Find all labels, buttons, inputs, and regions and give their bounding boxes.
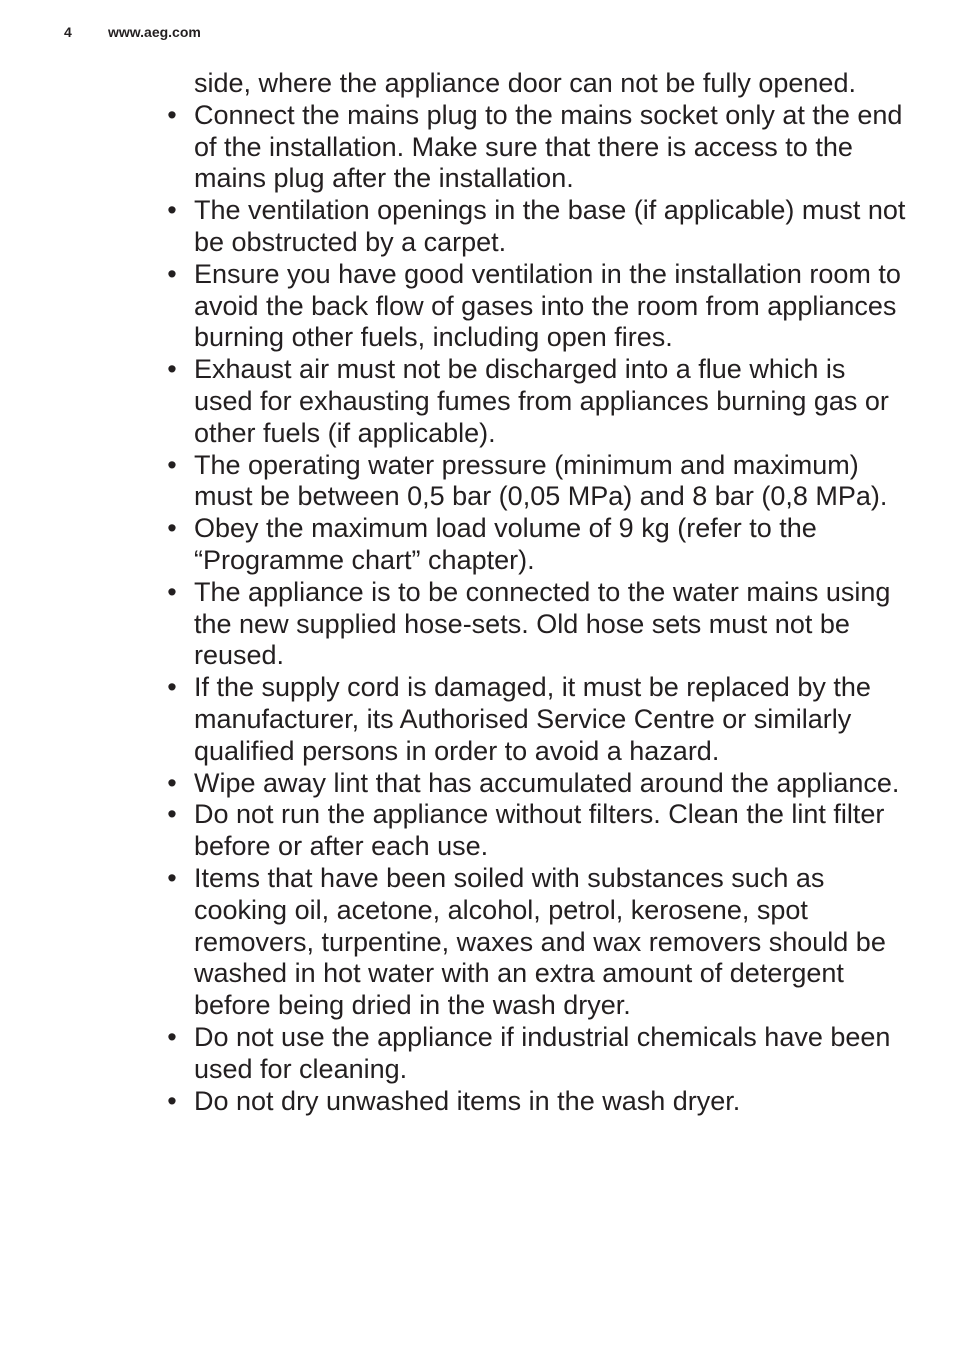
list-item [167, 862, 910, 1022]
list-item-text: Do not dry unwashed items in the wash dryer. [194, 1085, 741, 1116]
list-item [167, 258, 910, 354]
list-item [167, 672, 910, 767]
list-item [167, 1021, 910, 1086]
list-item-text: Do not use the appliance if industrial chemicals have been used for cleaning. [194, 1021, 891, 1084]
website-link[interactable]: www.aeg.com [108, 24, 201, 40]
list-item-text: Do not run the appliance without filters. Clean the lint filter before or after each use. [194, 799, 885, 862]
list-item-text: The operating water pressure (minimum and maximum) must be between 0,5 bar (0,05 MPa) and 8 bar (0,8 MPa). [194, 449, 888, 512]
safety-instructions [167, 68, 910, 1117]
list-item-text: Obey the maximum load volume of 9 kg (refer to the “Programme chart” chapter). [194, 513, 817, 575]
list-item [167, 513, 910, 577]
page-number: 4 [64, 24, 72, 40]
bullet-icon: • [167, 354, 177, 385]
page-header [64, 24, 201, 40]
list-item [167, 576, 910, 672]
list-item-text: The ventilation openings in the base (if applicable) must not be obstructed by a carpet. [194, 195, 906, 257]
bullet-icon: • [167, 576, 177, 607]
list-item [167, 99, 910, 195]
bullet-icon: • [167, 862, 177, 893]
bullet-icon: • [167, 767, 177, 798]
instruction-list [167, 99, 910, 1118]
list-item-text: Exhaust air must not be discharged into a flue which is used for exhausting fumes from appliances burning gas or other fuels (if applicable). [194, 354, 889, 448]
list-item-text: Wipe away lint that has accumulated around the appliance. [194, 767, 900, 798]
list-item [167, 799, 910, 863]
list-item-text: Ensure you have good ventilation in the installation room to avoid the back flow of gases into the room from appliances burning other fuels, including open fires. [194, 258, 901, 353]
bullet-icon: • [167, 672, 177, 703]
bullet-icon: • [167, 195, 177, 226]
bullet-icon: • [167, 1021, 177, 1052]
list-item-text: Items that have been soiled with substances such as cooking oil, acetone, alcohol, petrol, kerosene, spot removers, turpentine, waxes and wax removers should be washed in hot water with an extra amount of detergent before being dried in the wash dryer. [194, 862, 886, 1021]
list-item [167, 449, 910, 514]
list-item-text: If the supply cord is damaged, it must be replaced by the manufacturer, its Authorised Service Centre or similarly qualified persons in order to avoid a hazard. [194, 672, 871, 766]
list-item [167, 354, 910, 449]
bullet-icon: • [167, 258, 177, 289]
list-item [167, 1085, 910, 1118]
bullet-icon: • [167, 1085, 177, 1116]
continued-paragraph: side, where the appliance door can not be fully opened. [194, 68, 856, 98]
bullet-icon: • [167, 513, 177, 544]
list-item [167, 195, 910, 259]
list-item-text: Connect the mains plug to the mains socket only at the end of the installation. Make sure that there is access to the mains plug after the installation. [194, 99, 903, 194]
bullet-icon: • [167, 99, 177, 130]
list-item [167, 767, 910, 800]
bullet-icon: • [167, 799, 177, 830]
list-item-text: The appliance is to be connected to the water mains using the new supplied hose-sets. Old hose sets must not be reused. [194, 576, 891, 671]
bullet-icon: • [167, 449, 177, 480]
